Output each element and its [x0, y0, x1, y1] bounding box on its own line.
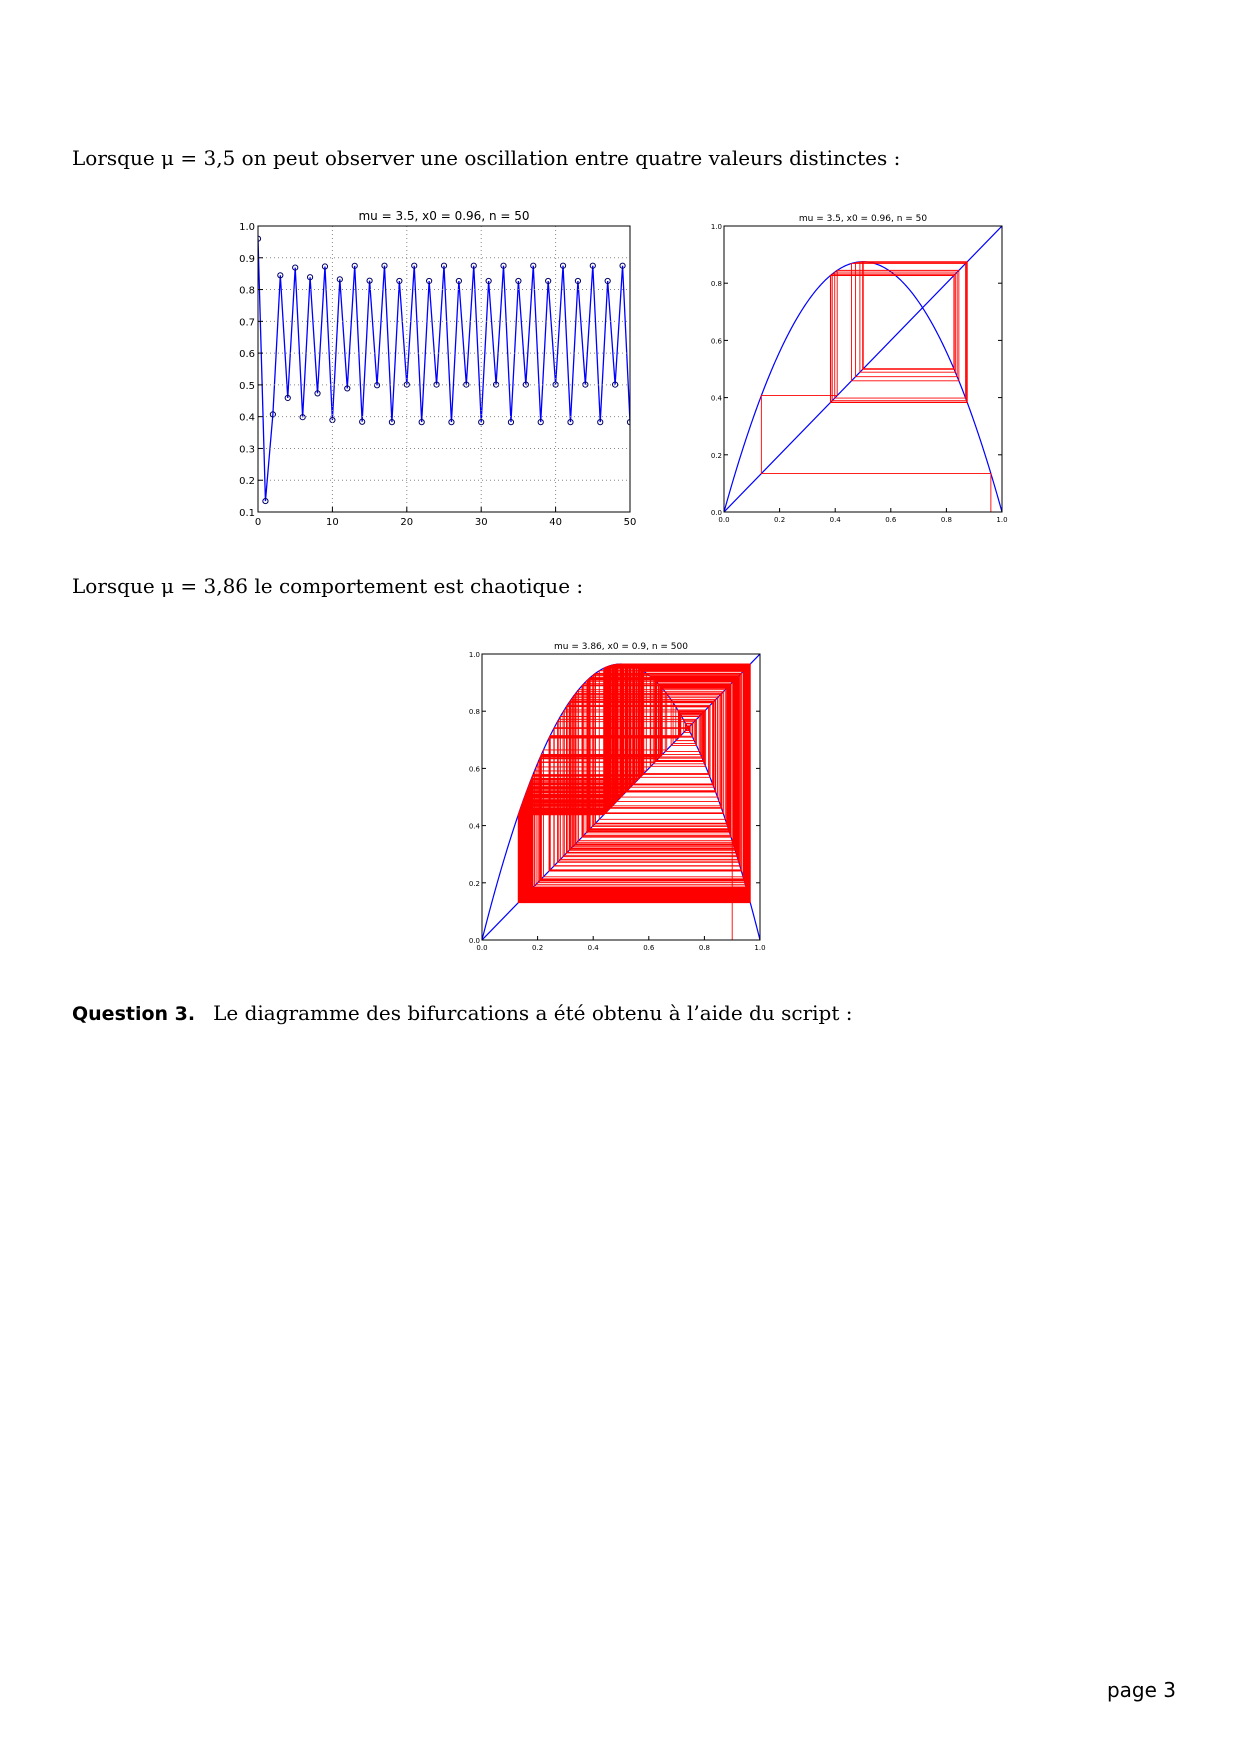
y-tick-label: 0.1: [239, 508, 255, 519]
question-3: [72, 1001, 852, 1025]
plot-area: [255, 236, 632, 504]
y-tick-label: 0.2: [468, 879, 480, 888]
y-tick-label: 0.2: [239, 476, 255, 488]
x-tick-label: 20: [400, 517, 414, 528]
x-tick-label: 0.0: [718, 516, 730, 524]
y-tick-label: 0.4: [239, 412, 255, 424]
y-tick-label: 0.3: [239, 444, 255, 456]
x-tick-label: 0.2: [532, 944, 544, 952]
x-tick-label: 40: [549, 517, 562, 528]
chart-title: mu = 3.5, x0 = 0.96, n = 50: [358, 209, 530, 223]
page-number: page 3: [1106, 1678, 1176, 1702]
x-tick-label: 0: [254, 517, 262, 528]
x-tick-label: 0.8: [698, 944, 710, 952]
y-tick-label: 0.8: [468, 708, 480, 717]
paragraph-mu-3-5: Lorsque μ = 3,5 on peut observer une oscillation entre quatre valeurs distinctes :: [72, 146, 901, 170]
plot-area: [724, 226, 1002, 512]
x-tick-label: 0.0: [476, 944, 488, 952]
y-tick-label: 0.6: [710, 337, 722, 346]
plot-area: [482, 654, 760, 940]
x-tick-label: 10: [326, 517, 339, 528]
question-3-label: Question 3.: [72, 1003, 196, 1025]
y-tick-label: 0.7: [239, 317, 255, 329]
series-line: [258, 239, 630, 501]
chart-cobweb-mu-3-5: [700, 208, 1020, 532]
y-tick-label: 0.8: [239, 285, 255, 297]
y-tick-label: 0.6: [239, 349, 255, 361]
chart-time-series-mu-3-5: [222, 206, 640, 530]
paragraph-mu-3-86: Lorsque μ = 3,86 le comportement est chaotique :: [72, 574, 584, 598]
y-tick-label: 0.0: [468, 937, 480, 945]
x-tick-label: 0.2: [774, 516, 786, 524]
y-tick-label: 0.6: [468, 765, 480, 774]
y-tick-label: 1.0: [468, 651, 480, 659]
chart-cobweb-mu-3-86: [458, 636, 778, 960]
x-tick-label: 1.0: [754, 944, 766, 952]
y-tick-label: 0.5: [239, 380, 255, 392]
y-tick-label: 0.8: [710, 280, 722, 289]
y-tick-label: 0.4: [710, 394, 722, 403]
y-tick-label: 1.0: [710, 223, 722, 231]
cobweb-path: [518, 664, 750, 940]
y-tick-label: 0.4: [468, 822, 480, 831]
y-tick-label: 1.0: [239, 222, 255, 233]
y-tick-label: 0.9: [239, 253, 255, 265]
x-tick-label: 0.6: [885, 516, 897, 524]
chart-title: mu = 3.5, x0 = 0.96, n = 50: [798, 214, 928, 224]
chart-title: mu = 3.86, x0 = 0.9, n = 500: [554, 642, 688, 652]
x-tick-label: 30: [474, 517, 488, 528]
x-tick-label: 0.6: [643, 944, 655, 952]
x-tick-label: 0.4: [829, 516, 841, 524]
x-tick-label: 0.4: [587, 944, 599, 952]
x-tick-label: 50: [623, 517, 637, 528]
cobweb-path: [761, 262, 991, 512]
y-tick-label: 0.0: [710, 509, 722, 517]
x-tick-label: 0.8: [940, 516, 952, 524]
question-3-text: Le diagramme des bifurcations a été obtenu à l’aide du script :: [213, 1001, 853, 1025]
x-tick-label: 1.0: [996, 516, 1008, 524]
y-tick-label: 0.2: [710, 451, 722, 460]
